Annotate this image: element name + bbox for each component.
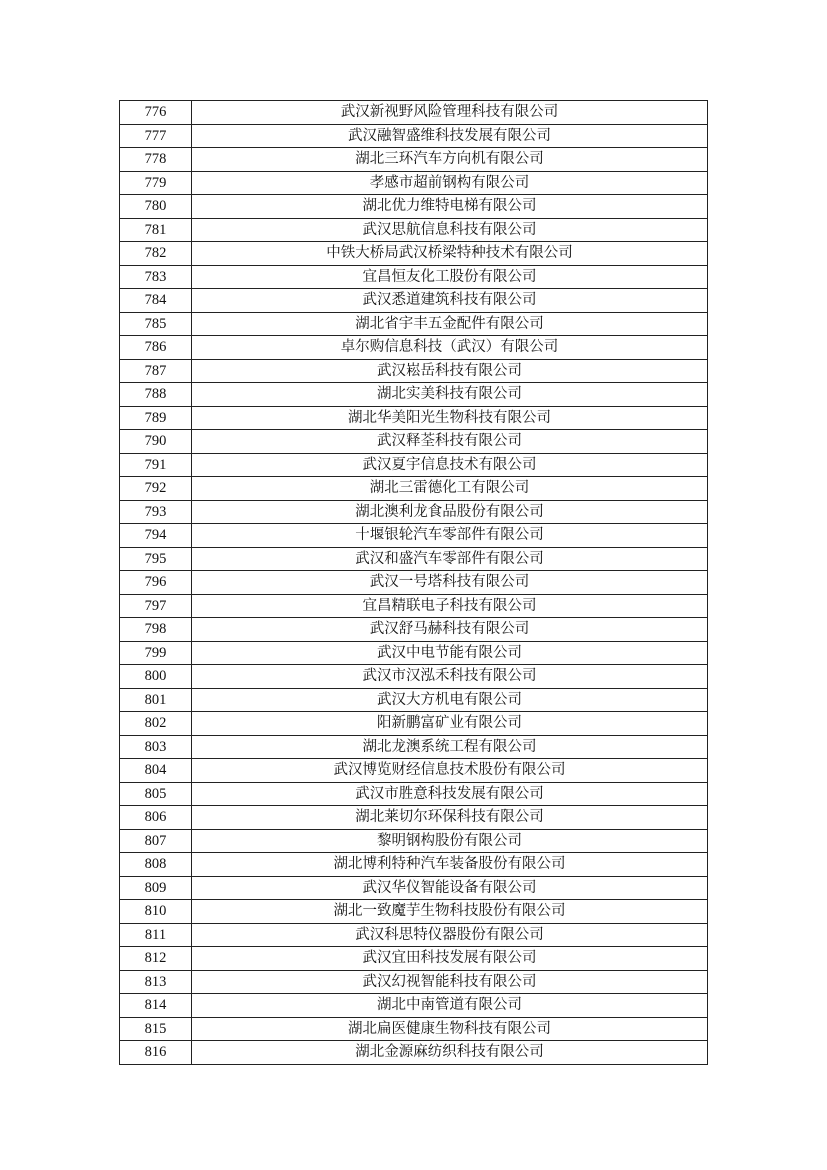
company-name-cell: 武汉舒马赫科技有限公司 (192, 618, 708, 642)
table-row (120, 359, 708, 383)
row-number-cell: 779 (120, 171, 192, 195)
row-number-cell: 783 (120, 265, 192, 289)
row-number-cell: 803 (120, 735, 192, 759)
table-row (120, 641, 708, 665)
table-row (120, 665, 708, 689)
row-number-cell: 791 (120, 453, 192, 477)
company-name-cell: 湖北澳利龙食品股份有限公司 (192, 500, 708, 524)
row-number-cell: 811 (120, 923, 192, 947)
row-number-cell: 813 (120, 970, 192, 994)
company-name-cell: 宜昌精联电子科技有限公司 (192, 594, 708, 618)
table-row (120, 712, 708, 736)
row-number-cell: 786 (120, 336, 192, 360)
company-name-cell: 阳新鹏富矿业有限公司 (192, 712, 708, 736)
row-number-cell: 787 (120, 359, 192, 383)
row-number-cell: 782 (120, 242, 192, 266)
row-number-cell: 793 (120, 500, 192, 524)
table-row (120, 759, 708, 783)
table-row (120, 806, 708, 830)
table-row (120, 477, 708, 501)
company-name-cell: 武汉夏宇信息技术有限公司 (192, 453, 708, 477)
table-row (120, 735, 708, 759)
table-body (120, 101, 708, 1065)
row-number-cell: 800 (120, 665, 192, 689)
table-row (120, 524, 708, 548)
company-name-cell: 湖北扁医健康生物科技有限公司 (192, 1017, 708, 1041)
table-row (120, 171, 708, 195)
table-row (120, 124, 708, 148)
row-number-cell: 809 (120, 876, 192, 900)
table-row (120, 1041, 708, 1065)
company-name-cell: 武汉华仪智能设备有限公司 (192, 876, 708, 900)
row-number-cell: 792 (120, 477, 192, 501)
row-number-cell: 805 (120, 782, 192, 806)
company-name-cell: 武汉中电节能有限公司 (192, 641, 708, 665)
table-row (120, 618, 708, 642)
company-name-cell: 武汉幻视智能科技有限公司 (192, 970, 708, 994)
table-row (120, 594, 708, 618)
table-row (120, 195, 708, 219)
table-row (120, 547, 708, 571)
row-number-cell: 788 (120, 383, 192, 407)
company-name-cell: 十堰银轮汽车零部件有限公司 (192, 524, 708, 548)
company-name-cell: 武汉新视野风险管理科技有限公司 (192, 101, 708, 125)
company-name-cell: 武汉宜田科技发展有限公司 (192, 947, 708, 971)
table-row (120, 336, 708, 360)
row-number-cell: 777 (120, 124, 192, 148)
table-row (120, 923, 708, 947)
table-row (120, 148, 708, 172)
table-row (120, 242, 708, 266)
company-name-cell: 宜昌恒友化工股份有限公司 (192, 265, 708, 289)
company-name-cell: 湖北龙澳系统工程有限公司 (192, 735, 708, 759)
row-number-cell: 804 (120, 759, 192, 783)
company-name-cell: 武汉悉道建筑科技有限公司 (192, 289, 708, 313)
company-name-cell: 武汉和盛汽车零部件有限公司 (192, 547, 708, 571)
company-name-cell: 武汉市胜意科技发展有限公司 (192, 782, 708, 806)
row-number-cell: 781 (120, 218, 192, 242)
table-row (120, 994, 708, 1018)
table-row (120, 947, 708, 971)
table-row (120, 265, 708, 289)
company-name-cell: 湖北省宇丰五金配件有限公司 (192, 312, 708, 336)
row-number-cell: 784 (120, 289, 192, 313)
table-row (120, 970, 708, 994)
row-number-cell: 806 (120, 806, 192, 830)
row-number-cell: 801 (120, 688, 192, 712)
company-name-cell: 湖北金源麻纺织科技有限公司 (192, 1041, 708, 1065)
company-name-cell: 武汉博览财经信息技术股份有限公司 (192, 759, 708, 783)
row-number-cell: 785 (120, 312, 192, 336)
table-row (120, 853, 708, 877)
company-name-cell: 湖北一致魔芋生物科技股份有限公司 (192, 900, 708, 924)
table-row (120, 218, 708, 242)
company-name-cell: 武汉融智盛维科技发展有限公司 (192, 124, 708, 148)
company-name-cell: 湖北优力维特电梯有限公司 (192, 195, 708, 219)
table-row (120, 312, 708, 336)
company-name-cell: 黎明钢构股份有限公司 (192, 829, 708, 853)
row-number-cell: 796 (120, 571, 192, 595)
company-name-cell: 湖北三环汽车方向机有限公司 (192, 148, 708, 172)
company-name-cell: 卓尔购信息科技（武汉）有限公司 (192, 336, 708, 360)
company-name-cell: 湖北华美阳光生物科技有限公司 (192, 406, 708, 430)
table-row (120, 430, 708, 454)
company-name-cell: 湖北中南管道有限公司 (192, 994, 708, 1018)
table-row (120, 383, 708, 407)
row-number-cell: 794 (120, 524, 192, 548)
company-list-table (119, 100, 708, 1065)
table-row (120, 782, 708, 806)
company-name-cell: 湖北莱切尔环保科技有限公司 (192, 806, 708, 830)
table-row (120, 688, 708, 712)
company-name-cell: 武汉崧岳科技有限公司 (192, 359, 708, 383)
company-name-cell: 武汉科思特仪器股份有限公司 (192, 923, 708, 947)
row-number-cell: 802 (120, 712, 192, 736)
row-number-cell: 790 (120, 430, 192, 454)
row-number-cell: 799 (120, 641, 192, 665)
company-name-cell: 武汉思航信息科技有限公司 (192, 218, 708, 242)
company-name-cell: 武汉释荃科技有限公司 (192, 430, 708, 454)
company-name-cell: 武汉一号塔科技有限公司 (192, 571, 708, 595)
table-row (120, 453, 708, 477)
table-row (120, 101, 708, 125)
row-number-cell: 780 (120, 195, 192, 219)
company-name-cell: 孝感市超前钢构有限公司 (192, 171, 708, 195)
row-number-cell: 815 (120, 1017, 192, 1041)
table-row (120, 500, 708, 524)
table-row (120, 289, 708, 313)
company-name-cell: 湖北三雷德化工有限公司 (192, 477, 708, 501)
row-number-cell: 776 (120, 101, 192, 125)
row-number-cell: 810 (120, 900, 192, 924)
table-row (120, 406, 708, 430)
table-row (120, 829, 708, 853)
row-number-cell: 797 (120, 594, 192, 618)
company-name-cell: 湖北博利特种汽车装备股份有限公司 (192, 853, 708, 877)
row-number-cell: 795 (120, 547, 192, 571)
row-number-cell: 789 (120, 406, 192, 430)
row-number-cell: 798 (120, 618, 192, 642)
row-number-cell: 812 (120, 947, 192, 971)
row-number-cell: 816 (120, 1041, 192, 1065)
row-number-cell: 814 (120, 994, 192, 1018)
table-row (120, 900, 708, 924)
company-name-cell: 湖北实美科技有限公司 (192, 383, 708, 407)
table-row (120, 571, 708, 595)
row-number-cell: 778 (120, 148, 192, 172)
row-number-cell: 808 (120, 853, 192, 877)
table-row (120, 876, 708, 900)
company-name-cell: 武汉市汉泓禾科技有限公司 (192, 665, 708, 689)
table-row (120, 1017, 708, 1041)
row-number-cell: 807 (120, 829, 192, 853)
company-name-cell: 中铁大桥局武汉桥梁特种技术有限公司 (192, 242, 708, 266)
company-name-cell: 武汉大方机电有限公司 (192, 688, 708, 712)
